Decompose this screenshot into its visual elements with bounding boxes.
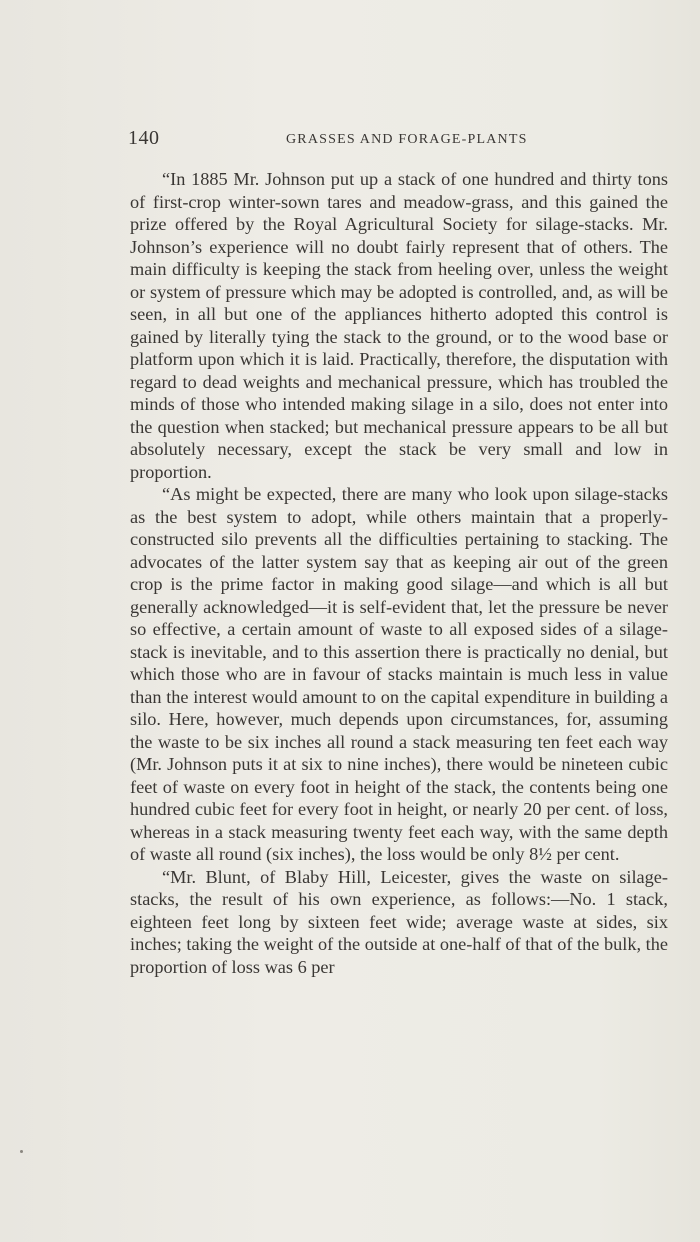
paper-speck [20,1150,23,1153]
page-header [128,127,668,155]
paragraph: “Mr. Blunt, of Blaby Hill, Leicester, gives the waste on silage-stacks, the result of his own experience, as follows:—No. 1 stack, eighteen feet long by sixteen feet wide; average waste at sides, six inches; taking the weight of the outside at one-half of that of the bulk, the proportion of loss was 6 per [130,866,668,977]
page-number: 140 [128,127,160,149]
running-head: GRASSES AND FORAGE-PLANTS [286,132,528,147]
paragraph: “In 1885 Mr. Johnson put up a stack of one hundred and thirty tons of first-crop winter-sown tares and meadow-grass, and this gained the prize offered by the Royal Agricultural Society for silage-stacks. Mr. Johnson’s experience will no doubt fairly represent that of others. The main difficulty is keeping the stack from heeling over, unless the weight or system of pressure which may be adopted is controlled, and, as will be seen, in all but one of the appliances hitherto adopted this control is gained by literally tying the stack to the ground, or to the wood base or platform upon which it is laid. Practically, therefore, the disputation with regard to dead weights and mechanical pressure, which has troubled the minds of those who intended making silage in a silo, does not enter into the question when stacked; but mechanical pressure appears to be all but absolutely necessary, except the stack be very small and low in proportion. [130,169,668,482]
body-text [130,168,668,978]
paragraph: “As might be expected, there are many who look upon silage-stacks as the best system to adopt, while others maintain that a properly-constructed silo prevents all the difficulties pertaining to stacking. The advocates of the latter system say that as keeping air out of the green crop is the prime factor in making good silage—and which is all but generally acknowledged—it is self-evident that, let the pressure be never so effective, a certain amount of waste to all exposed sides of a silage-stack is inevitable, and to this assertion there is practically no denial, but which those who are in favour of stacks maintain is much less in value than the interest would amount to on the capital expenditure in building a silo. Here, however, much depends upon circumstances, for, assuming the waste to be six inches all round a stack measuring ten feet each way (Mr. Johnson puts it at six to nine inches), there would be nineteen cubic feet of waste on every foot in height of the stack, the contents being one hundred cubic feet for every foot in height, or nearly 20 per cent. of loss, whereas in a stack measuring twenty feet each way, with the same depth of waste all round (six inches), the loss would be only 8½ per cent. [130,484,668,864]
